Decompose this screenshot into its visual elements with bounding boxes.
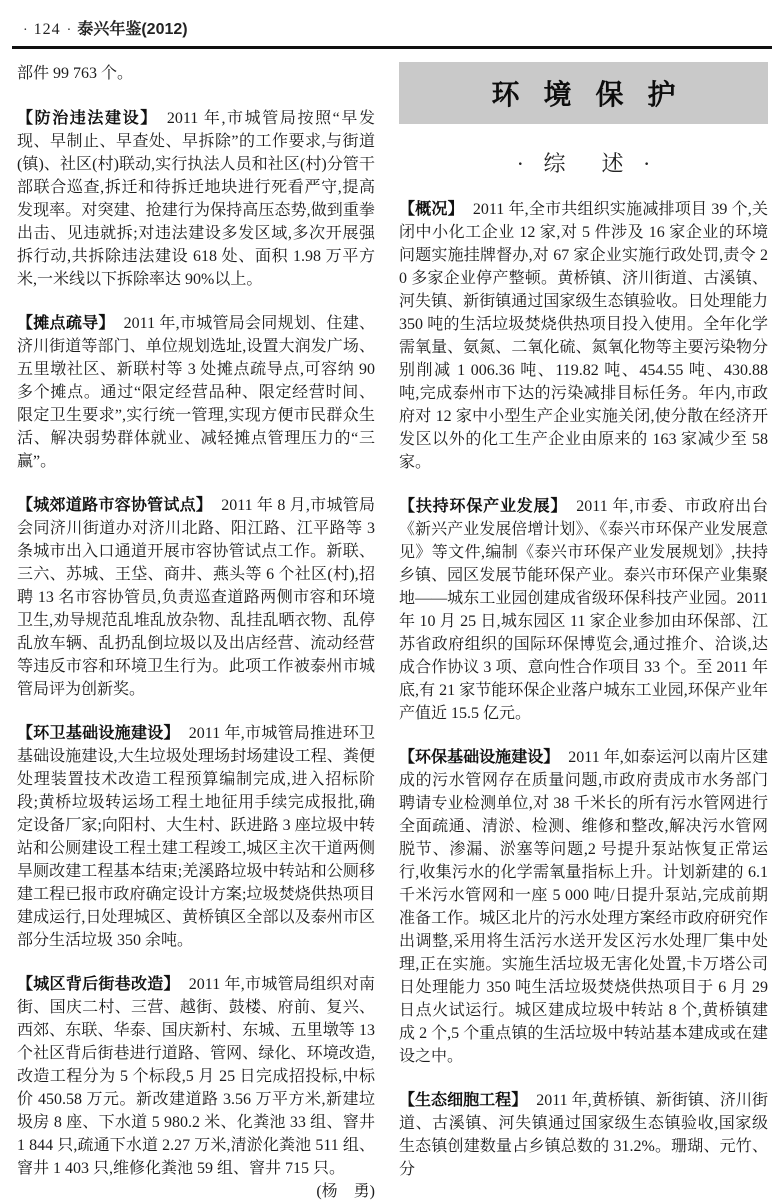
entry-title: 【环卫基础设施建设】 xyxy=(17,725,180,742)
entry-body: 2011 年,市城管局会同规划、住建、济川街道等部门、单位规划选址,设置大润发广场、五里墩社区、新联村等 3 处摊点疏导点,可容纳 90 多个摊点。通过“限定经营品种、限定经营时间、限定卫生要求”,实行统一管理,实现方便市民群众生活、解决弱势群体就业、减轻摊点管理压力的“三赢”。 xyxy=(17,315,375,470)
entry-title: 【环保基础设施建设】 xyxy=(399,749,560,766)
overview-heading: · 综 述 · xyxy=(516,151,658,176)
entry-body: 2011 年,全市共组织实施减排项目 39 个,关闭中小化工企业 12 家,对 5 件涉及 16 家企业的环境问题实施挂牌督办,对 67 家企业实施行政处罚,责令 20 多家企业停产整顿。黄桥镇、济川街道、古溪镇、河失镇、新街镇通过国家级生态镇验收。日处理能力 350 吨的生活垃圾焚烧供热项目投入使用。全年化学需氧量、氨氮、二氧化硫、氮氧化物等主要污染物分别削减 1 006.36 吨、119.82 吨、454.55 吨、430.88 吨,完成泰州市下达的污染减排目标任务。年内,市政府对 12 家中小型生产企业实施关闭,使分散在经济开发区以外的化工生产企业由原来的 163 家减少至 58 家。 xyxy=(399,201,768,471)
entry-title: 【扶持环保产业发展】 xyxy=(399,498,568,515)
page-columns xyxy=(17,62,768,1203)
entry-body: 2011 年 8 月,市城管局会同济川街道办对济川北路、阳江路、江平路等 3 条城市出入口通道开展市容协管试点工作。新联、三六、苏城、王垈、商井、燕头等 6 个社区(村),招聘 13 名市容协管员,负责巡查道路两侧市容和环境卫生,劝导规范乱堆乱放杂物、乱挂乱晒衣物、乱停乱放车辆、乱扔乱倒垃圾以及出店经营、流动经营等违反市容和环境卫生行为。此项工作被泰州市城管局评为创新奖。 xyxy=(17,497,375,698)
entry-title: 【城区背后街巷改造】 xyxy=(17,976,180,993)
right-column xyxy=(399,62,768,1203)
book-title: 泰兴年鉴(2012) xyxy=(77,21,188,38)
left-column xyxy=(17,62,375,1203)
entry-paragraph xyxy=(399,1089,768,1181)
entry-paragraph xyxy=(17,494,375,701)
chapter-title-box xyxy=(399,62,768,124)
entry-body: 2011 年,市城管局组织对南街、国庆二村、三营、越街、鼓楼、府前、复兴、西郊、东联、华泰、国庆新村、东城、五里墩等 13 个社区背后街巷进行道路、管网、绿化、环境改造,改造工程分为 5 个标段,5 月 25 日完成招投标,中标价 450.58 万元。新改建道路 3.56 万平方米,新建垃圾房 8 座、下水道 5 980.2 米、化粪池 33 组、窨井 1 844 只,疏通下水道 2.27 万米,清淤化粪池 511 组、窨井 1 403 只,维修化粪池 59 组、窨井 715 只。 xyxy=(17,976,375,1177)
entry-body: 2011 年,市城管局按照“早发现、早制止、早查处、早拆除”的工作要求,与街道(镇)、社区(村)联动,实行执法人员和社区(村)分管干部联合巡查,拆迁和待拆迁地块进行死看严守,提高发现率。对突建、抢建行为保持高压态势,做到重拳出击、见违就拆;对违法建设多发区域,多次开展强拆行动,共拆除违法建设 618 处、面积 1.98 万平方米,一米线以下拆除率达 90%以上。 xyxy=(17,110,375,288)
entry-paragraph xyxy=(17,722,375,952)
author-attribution: (杨 勇) xyxy=(316,1183,375,1200)
entry-body: 2011 年,黄桥镇、新街镇、济川街道、古溪镇、河失镇通过国家级生态镇验收,国家级生态镇创建数量占乡镇总数的 31.2%。珊瑚、元竹、分 xyxy=(399,1092,768,1178)
entry-paragraph xyxy=(399,198,768,474)
page-number: 124 xyxy=(33,21,61,38)
entry-title: 【概况】 xyxy=(399,201,464,218)
entry-paragraph xyxy=(17,107,375,291)
entry-paragraph xyxy=(399,746,768,1068)
entry-title: 【城郊道路市容协管试点】 xyxy=(17,497,213,514)
carryover-text: 部件 99 763 个。 xyxy=(17,65,134,82)
header-dot-left: · xyxy=(23,23,28,38)
entry-body: 2011 年,市委、市政府出台《新兴产业发展倍增计划》、《泰兴市环保产业发展意见》等文件,编制《泰兴市环保产业发展规划》,扶持乡镇、园区发展节能环保产业。泰兴市环保产业集聚地——城东工业园创建成省级环保科技产业园。2011 年 10 月 25 日,城东园区 11 家企业参加由环保部、江苏省政府组织的国际环保博览会,通过推介、洽谈,达成合作协议 3 项、意向性合作项目 33 个。至 2011 年底,有 21 家节能环保企业落户城东工业园,环保产业年产值近 15.5 亿元。 xyxy=(399,498,768,722)
entry-paragraph xyxy=(17,973,375,1200)
entry-title: 【摊点疏导】 xyxy=(17,315,115,332)
entry-body: 2011 年,市城管局推进环卫基础设施建设,大生垃圾处理场封场建设工程、粪便处理装置技术改造工程预算编制完成,进入招标阶段;黄桥垃圾转运场工程土地征用手续完成报批,确定设备厂家;向阳村、大生村、跃进路 3 座垃圾中转站和公厕建设工程土建工程竣工,城区主次干道两侧旱厕改建工程基本结束;羌溪路垃圾中转站和公厕移建工程已报市政府确定设计方案;垃圾焚烧供热项目建成运行,日处理城区、黄桥镇区全部以及泰州市区部分生活垃圾 350 余吨。 xyxy=(17,725,375,949)
header-dot-right: · xyxy=(66,23,72,38)
entry-paragraph xyxy=(399,495,768,725)
entry-title: 【防治违法建设】 xyxy=(17,110,158,127)
entry-body: 2011 年,如泰运河以南片区建成的污水管网存在质量问题,市政府责成市水务部门聘请专业检测单位,对 38 千米长的所有污水管网进行全面疏通、清淤、检测、维修和整改,解决污水管网脱节、渗漏、淤塞等问题,2 号提升泵站恢复正常运行,收集污水的化学需氧量指标上升。计划新建的 6.1 千米污水管网和一座 5 000 吨/日提升泵站,完成前期准备工作。城区北片的污水处理方案经市政府研究作出调整,采用将生活污水送开发区污水处理厂集中处理,正在实施。实施生活垃圾无害化处置,卡万塔公司日处理能力 350 吨生活垃圾焚烧供热项目于 6 月 29 日点火试运行。城区建成垃圾中转站 8 个,黄桥镇建成 2 个,5 个重点镇的生活垃圾中转站基本建成或在建设之中。 xyxy=(399,749,768,1065)
header-rule xyxy=(12,46,772,49)
chapter-title: 环境保护 xyxy=(491,79,700,110)
page-header xyxy=(17,20,768,41)
entry-title: 【生态细胞工程】 xyxy=(399,1092,528,1109)
entry-paragraph xyxy=(17,312,375,473)
